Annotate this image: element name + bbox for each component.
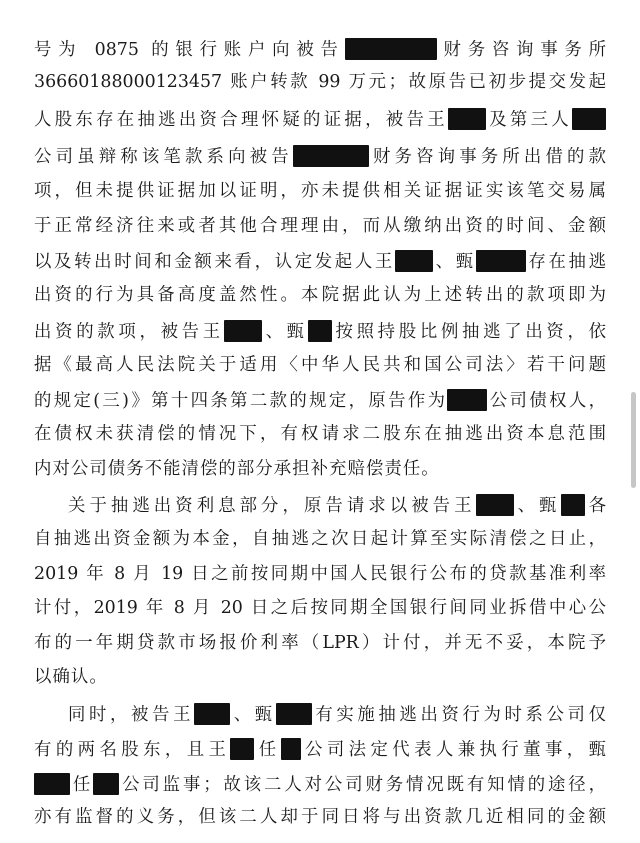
text-line: [34, 529, 606, 551]
text-line: [34, 738, 606, 760]
text-line: [34, 424, 606, 446]
redaction-block: [345, 38, 437, 60]
redaction-block: [395, 250, 433, 272]
text-segment: 于正常经济往来或者其他合理理由，而从缴纳出资的时间、金额: [34, 216, 606, 236]
text-line: [34, 181, 606, 203]
text-line: [34, 667, 606, 689]
redaction-block: [308, 320, 332, 342]
text-line: [34, 633, 606, 655]
text-segment: 出资的行为具备高度盖然性。本院据此认为上述转出的款项即为: [34, 285, 606, 305]
text-segment: 在债权未获清偿的情况下，有权请求二股东在抽逃出资本息范围: [34, 424, 606, 444]
text-line: [34, 72, 606, 94]
redaction-block: [276, 703, 312, 725]
text-segment: 以确认。: [34, 667, 108, 687]
text-segment: 公司债权人，: [487, 391, 606, 411]
text-line: [68, 703, 606, 725]
text-segment: 亦有监督的义务，但该二人却于同日将与出资款几近相同的金额: [34, 807, 606, 827]
text-segment: 任: [70, 775, 94, 795]
text-segment: 公司虽辩称该笔款系向被告: [34, 147, 293, 167]
text-line: [34, 773, 606, 795]
text-line: [34, 807, 606, 829]
text-segment: 按照持股比例抽逃了出资，依: [331, 322, 606, 342]
text-segment: 36660188000123457 账户转款 99 万元；故原告已初步提交发起: [34, 72, 606, 92]
redaction-block: [34, 773, 70, 795]
scrollbar-thumb[interactable]: [631, 392, 636, 488]
text-line: [34, 250, 606, 272]
redaction-block: [561, 494, 585, 516]
text-segment: 2019 年 8 月 19 日之前按同期中国人民银行公布的贷款基准利率: [34, 564, 606, 584]
text-segment: 计付，2019 年 8 月 20 日之后按同期全国银行间同业拆借中心公: [34, 598, 606, 618]
redaction-block: [476, 494, 514, 516]
text-segment: 任: [254, 740, 281, 760]
redaction-block: [281, 738, 301, 760]
text-segment: 自抽逃出资金额为本金，自抽逃之次日起计算至实际清偿之日止，: [34, 529, 606, 549]
text-segment: 号为 0875 的银行账户向被告: [34, 40, 345, 60]
text-segment: 、甄: [230, 705, 276, 725]
text-line: [34, 216, 606, 238]
redaction-block: [447, 389, 487, 411]
text-segment: 项，但未提供证据加以证明，亦未提供相关证据证实该笔交易属: [34, 181, 606, 201]
text-line: [34, 145, 606, 167]
text-segment: 、甄: [432, 252, 476, 272]
text-segment: 财务咨询事务所出借的款: [368, 147, 606, 167]
text-segment: 人股东存在抽逃出资合理怀疑的证据，被告王: [34, 110, 448, 130]
text-line: [34, 598, 606, 620]
text-segment: 财务咨询事务所: [436, 40, 606, 60]
text-segment: 以及转出时间和金额来看，认定发起人王: [34, 252, 395, 272]
redaction-block: [448, 108, 486, 130]
redaction-block: [572, 108, 606, 130]
text-segment: 布的一年期贷款市场报价利率（LPR）计付，并无不妥，本院予: [34, 633, 606, 653]
text-segment: 有的两名股东，且王: [34, 740, 231, 760]
text-line: [34, 285, 606, 307]
text-segment: 、甄: [261, 322, 308, 342]
text-line: [68, 494, 606, 516]
redaction-block: [224, 320, 262, 342]
text-segment: 有实施抽逃出资行为时系公司仅: [311, 705, 606, 725]
redaction-block: [293, 145, 369, 167]
text-segment: 及第三人: [485, 110, 572, 130]
redaction-block: [476, 250, 526, 272]
text-line: [34, 459, 606, 481]
text-line: [34, 389, 606, 411]
text-segment: 内对公司债务不能清偿的部分承担补充赔偿责任。: [34, 459, 440, 479]
redaction-block: [93, 773, 119, 795]
text-segment: 公司法定代表人兼执行董事，甄: [300, 740, 606, 760]
text-line: [34, 564, 606, 586]
text-segment: 公司监事；故该二人对公司财务情况既有知情的途径，: [119, 775, 606, 795]
text-segment: 据《最高人民法院关于适用〈中华人民共和国公司法〉若干问题: [34, 355, 606, 375]
redaction-block: [194, 703, 230, 725]
redaction-block: [230, 738, 254, 760]
text-line: [34, 108, 606, 130]
text-line: [34, 355, 606, 377]
text-segment: 关于抽逃出资利息部分，原告请求以被告王: [68, 496, 476, 516]
text-segment: 、甄: [513, 496, 561, 516]
text-segment: 各: [584, 496, 606, 516]
text-segment: 存在抽逃: [525, 252, 606, 272]
text-segment: 的规定(三)》第十四条第二款的规定，原告作为: [34, 391, 448, 411]
text-segment: 出资的款项，被告王: [34, 322, 224, 342]
text-line: [34, 320, 606, 342]
text-segment: 同时，被告王: [68, 705, 195, 725]
text-line: [34, 38, 606, 60]
